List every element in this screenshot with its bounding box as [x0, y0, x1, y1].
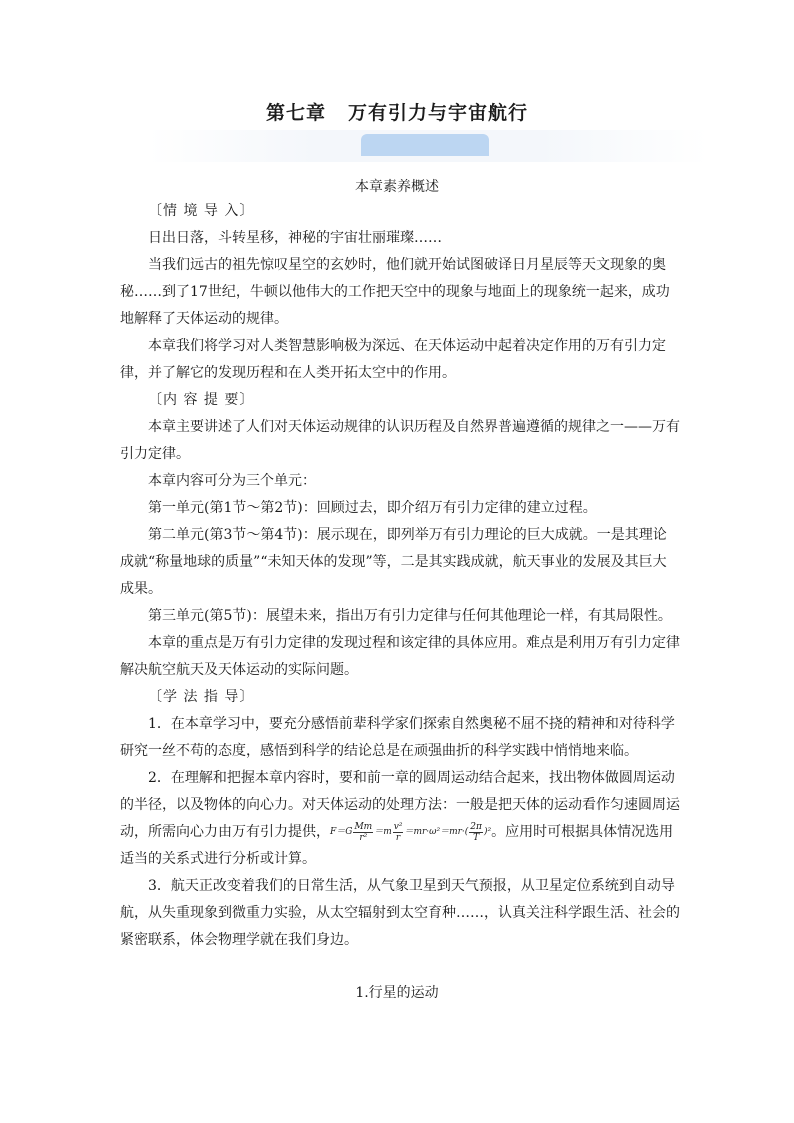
paragraph: 本章内容可分为三个单元：	[148, 473, 316, 489]
paragraph: 本章我们将学习对人类智慧影响极为深远、在天体运动中起着决定作用的万有引力定律，并了解它的发现历程和在人类开拓太空中的作用。	[120, 338, 666, 381]
fraction: $\frac{\text{v²}}{r}$	[393, 821, 403, 843]
paragraph: 第三单元(第5节)：展望未来，指出万有引力定律与任何其他理论一样，有其局限性。	[148, 608, 672, 624]
fraction: $\frac{2\pi}{T}$	[470, 821, 482, 843]
section-heading-content: 〔内 容 提 要〕	[148, 392, 255, 408]
paragraph: 日出日落，斗转星移，神秘的宇宙壮丽璀璨……	[148, 230, 442, 246]
fraction: $\frac{Mm}{\text{r²}}$	[354, 821, 373, 843]
paragraph: 当我们远古的祖先惊叹星空的玄妙时，他们就开始试图破译日月星辰等天文现象的奥秘……到了17世纪，牛顿以他伟大的工作把天空中的现象与地面上的现象统一起来，成功地解释了天体运动的规律。	[120, 257, 670, 327]
paragraph: 本章主要讲述了人们对天体运动规律的认识历程及自然界普遍遵循的规律之一——万有引力定律。	[120, 419, 680, 462]
paragraph-with-formula: 2．在理解和把握本章内容时，要和前一章的圆周运动结合起来，找出物体做圆周运动的半径，以及物体的向心力。对天体运动的处理方法：一般是把天体的运动看作匀速圆周运动，所需向心力由万有引力提供，F＝G $\frac{Mm}{\text{r²}}$ ＝m $\frac{\text{v²}}{r}$ ＝mr·ω²＝mr·( $\frac{2\pi}{T}$ )²。应用时可根据具体情况选用适当的关系式进行分析或计算。	[120, 770, 680, 867]
paragraph: 第二单元(第3节～第4节)：展示现在，即列举万有引力理论的巨大成就。一是其理论成就“称量地球的质量”“未知天体的发现”等，二是其实践成就，航天事业的发展及其巨大成果。	[120, 527, 667, 597]
chapter-number: 第七章	[265, 102, 326, 124]
section-heading-method: 〔学 法 指 导〕	[148, 689, 255, 705]
page-subtitle: 本章素养概述	[355, 179, 439, 195]
gravitation-formula: F＝G $\frac{Mm}{\text{r²}}$ ＝m $\frac{\text{v²}}{r}$ ＝mr·ω²＝mr·( $\frac{2\pi}{T}$ )²	[330, 821, 492, 843]
paragraph: 第一单元(第1节～第2节)：回顾过去，即介绍万有引力定律的建立过程。	[148, 500, 597, 516]
paragraph: 3．航天正改变着我们的日常生活，从气象卫星到天气预报，从卫星定位系统到自动导航，从失重现象到微重力实验，从太空辐射到太空育种……，认真关注科学跟生活、社会的紧密联系，体会物理学就在我们身边。	[120, 878, 680, 948]
section-heading-intro: 〔情 境 导 入〕	[148, 203, 255, 219]
chapter-name: 万有引力与宇宙航行	[348, 102, 529, 124]
paragraph: 1．在本章学习中，要充分感悟前辈科学家们探索自然奥秘不屈不挠的精神和对待科学研究一丝不苟的态度，感悟到科学的结论总是在顽强曲折的科学实践中悄悄地来临。	[120, 716, 675, 759]
paragraph: 本章的重点是万有引力定律的发现过程和该定律的具体应用。难点是利用万有引力定律解决航空航天及天体运动的实际问题。	[120, 635, 680, 678]
document-body	[120, 198, 680, 954]
banner-tab	[361, 134, 489, 156]
next-section-title: 1.行星的运动	[355, 985, 439, 1001]
chapter-title	[0, 98, 794, 125]
